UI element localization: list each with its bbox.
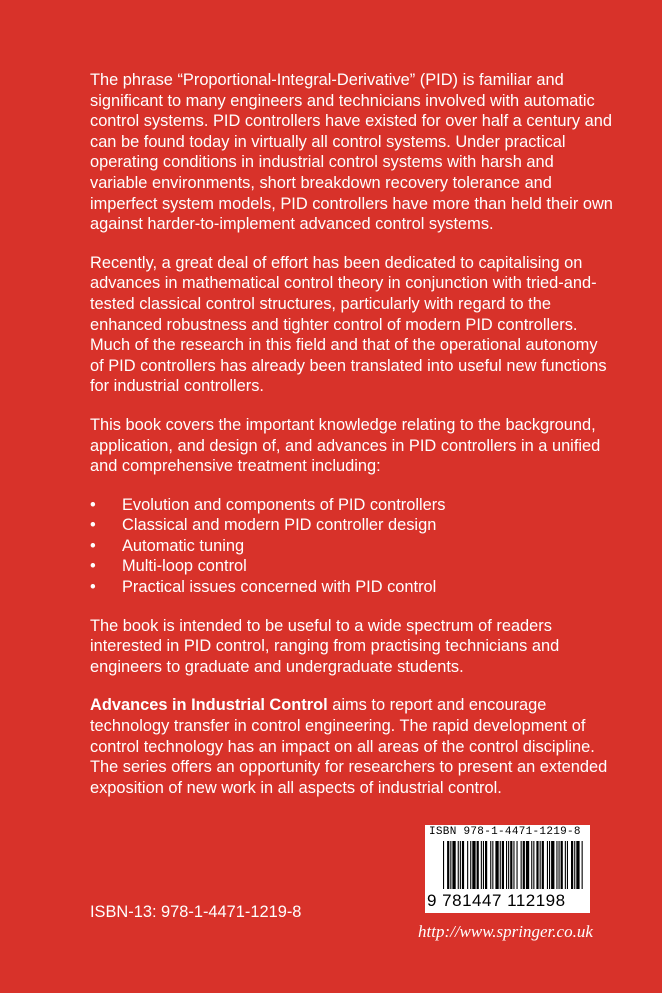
- publisher-url: http://www.springer.co.uk: [418, 922, 593, 941]
- paragraph-series: [90, 695, 615, 798]
- barcode-bar: [549, 841, 550, 889]
- barcode-bar: [470, 841, 471, 889]
- barcode-digits: 9 781447 112198: [427, 891, 566, 910]
- barcode-bar: [458, 841, 459, 889]
- list-item: • Automatic tuning: [90, 536, 615, 557]
- barcode-bar: [523, 841, 525, 889]
- paragraph-intro: The phrase “Proportional-Integral-Derivative” (PID) is familiar and significant to many engineers and technicians involved with automatic control systems. PID controllers have existed for over half a century and can be found today in virtually all control systems. Under practical operating conditions in industrial control systems with harsh and variable environments, short breakdown recovery tolerance and imperfect system models, PID controllers have more than held their own against harder-to-implement advanced control systems.: [90, 71, 613, 234]
- barcode-bar: [500, 841, 501, 889]
- list-item: • Practical issues concerned with PID control: [90, 577, 615, 598]
- barcode-bar: [502, 841, 504, 889]
- barcode-bar: [521, 841, 522, 889]
- barcode-bar: [542, 841, 544, 889]
- barcode-bar: [443, 841, 444, 889]
- barcode-bar: [582, 841, 583, 889]
- paragraph-audience: The book is intended to be useful to a wide spectrum of readers interested in PID control, ranging from practising technicians and engineers to graduate and undergraduate students.: [90, 616, 560, 676]
- barcode: [425, 825, 590, 913]
- barcode-bar: [485, 841, 487, 889]
- barcode-bar: [571, 841, 573, 889]
- barcode-bar: [462, 841, 464, 889]
- barcode-bar: [551, 841, 554, 889]
- barcode-bar: [483, 841, 484, 889]
- barcode-bar: [533, 841, 534, 889]
- barcode-bar: [559, 841, 560, 889]
- barcode-bar: [447, 841, 449, 889]
- barcode-bar: [565, 841, 566, 889]
- barcode-bar: [536, 841, 538, 889]
- isbn-13: ISBN-13: 978-1-4471-1219-8: [90, 903, 302, 921]
- topic-list: [90, 495, 615, 598]
- barcode-bar: [450, 841, 451, 889]
- barcode-bar: [492, 841, 493, 889]
- series-text: aims to report and encourage technology transfer in control engineering. The rapid development of control technology has an impact on all areas of the control discipline. The series offers an opportunity for researchers to present an extended exposition of new work in all aspects of industrial control.: [90, 696, 608, 797]
- barcode-bar: [452, 841, 455, 889]
- barcode-bar: [467, 841, 468, 889]
- paragraph-recent: Recently, a great deal of effort has been dedicated to capitalising on advances in mathematical control theory in conjunction with tried-and-tested classical control structures, particularly with regard to the enhanced robustness and tighter control of modern PID controllers. Much of the research in this field and that of the operational autonomy of PID controllers has already been translated into useful new functions for industrial controllers.: [90, 253, 607, 396]
- barcode-bar: [490, 841, 491, 889]
- barcode-bar: [481, 841, 482, 889]
- barcode-bar: [547, 841, 548, 889]
- back-cover-text: [90, 70, 615, 816]
- list-item: • Multi-loop control: [90, 556, 615, 577]
- barcode-bar: [540, 841, 541, 889]
- barcode-bar: [510, 841, 512, 889]
- series-name: Advances in Industrial Control: [90, 696, 328, 715]
- barcode-bar: [517, 841, 518, 889]
- barcode-bar: [460, 841, 461, 889]
- barcode-bar: [495, 841, 498, 889]
- barcode-isbn-label: ISBN 978-1-4471-1219-8: [429, 826, 581, 838]
- barcode-bar: [472, 841, 475, 889]
- barcode-bar: [513, 841, 514, 889]
- list-item: • Evolution and components of PID controllers: [90, 495, 615, 516]
- barcode-bar: [506, 841, 507, 889]
- barcode-bar: [574, 841, 575, 889]
- paragraph-coverage: This book covers the important knowledge relating to the background, application, and design of, and advances in PID controllers in a unified and comprehensive treatment including:: [90, 415, 601, 476]
- barcode-bar: [556, 841, 557, 889]
- barcode-bar: [508, 841, 509, 889]
- barcode-bar: [531, 841, 532, 889]
- barcode-bar: [561, 841, 563, 889]
- list-item: • Classical and modern PID controller design: [90, 515, 615, 536]
- barcode-bar: [526, 841, 529, 889]
- barcode-bar: [567, 841, 568, 889]
- barcode-bar: [576, 841, 579, 889]
- barcode-bar: [477, 841, 479, 889]
- barcode-bars: [443, 841, 583, 889]
